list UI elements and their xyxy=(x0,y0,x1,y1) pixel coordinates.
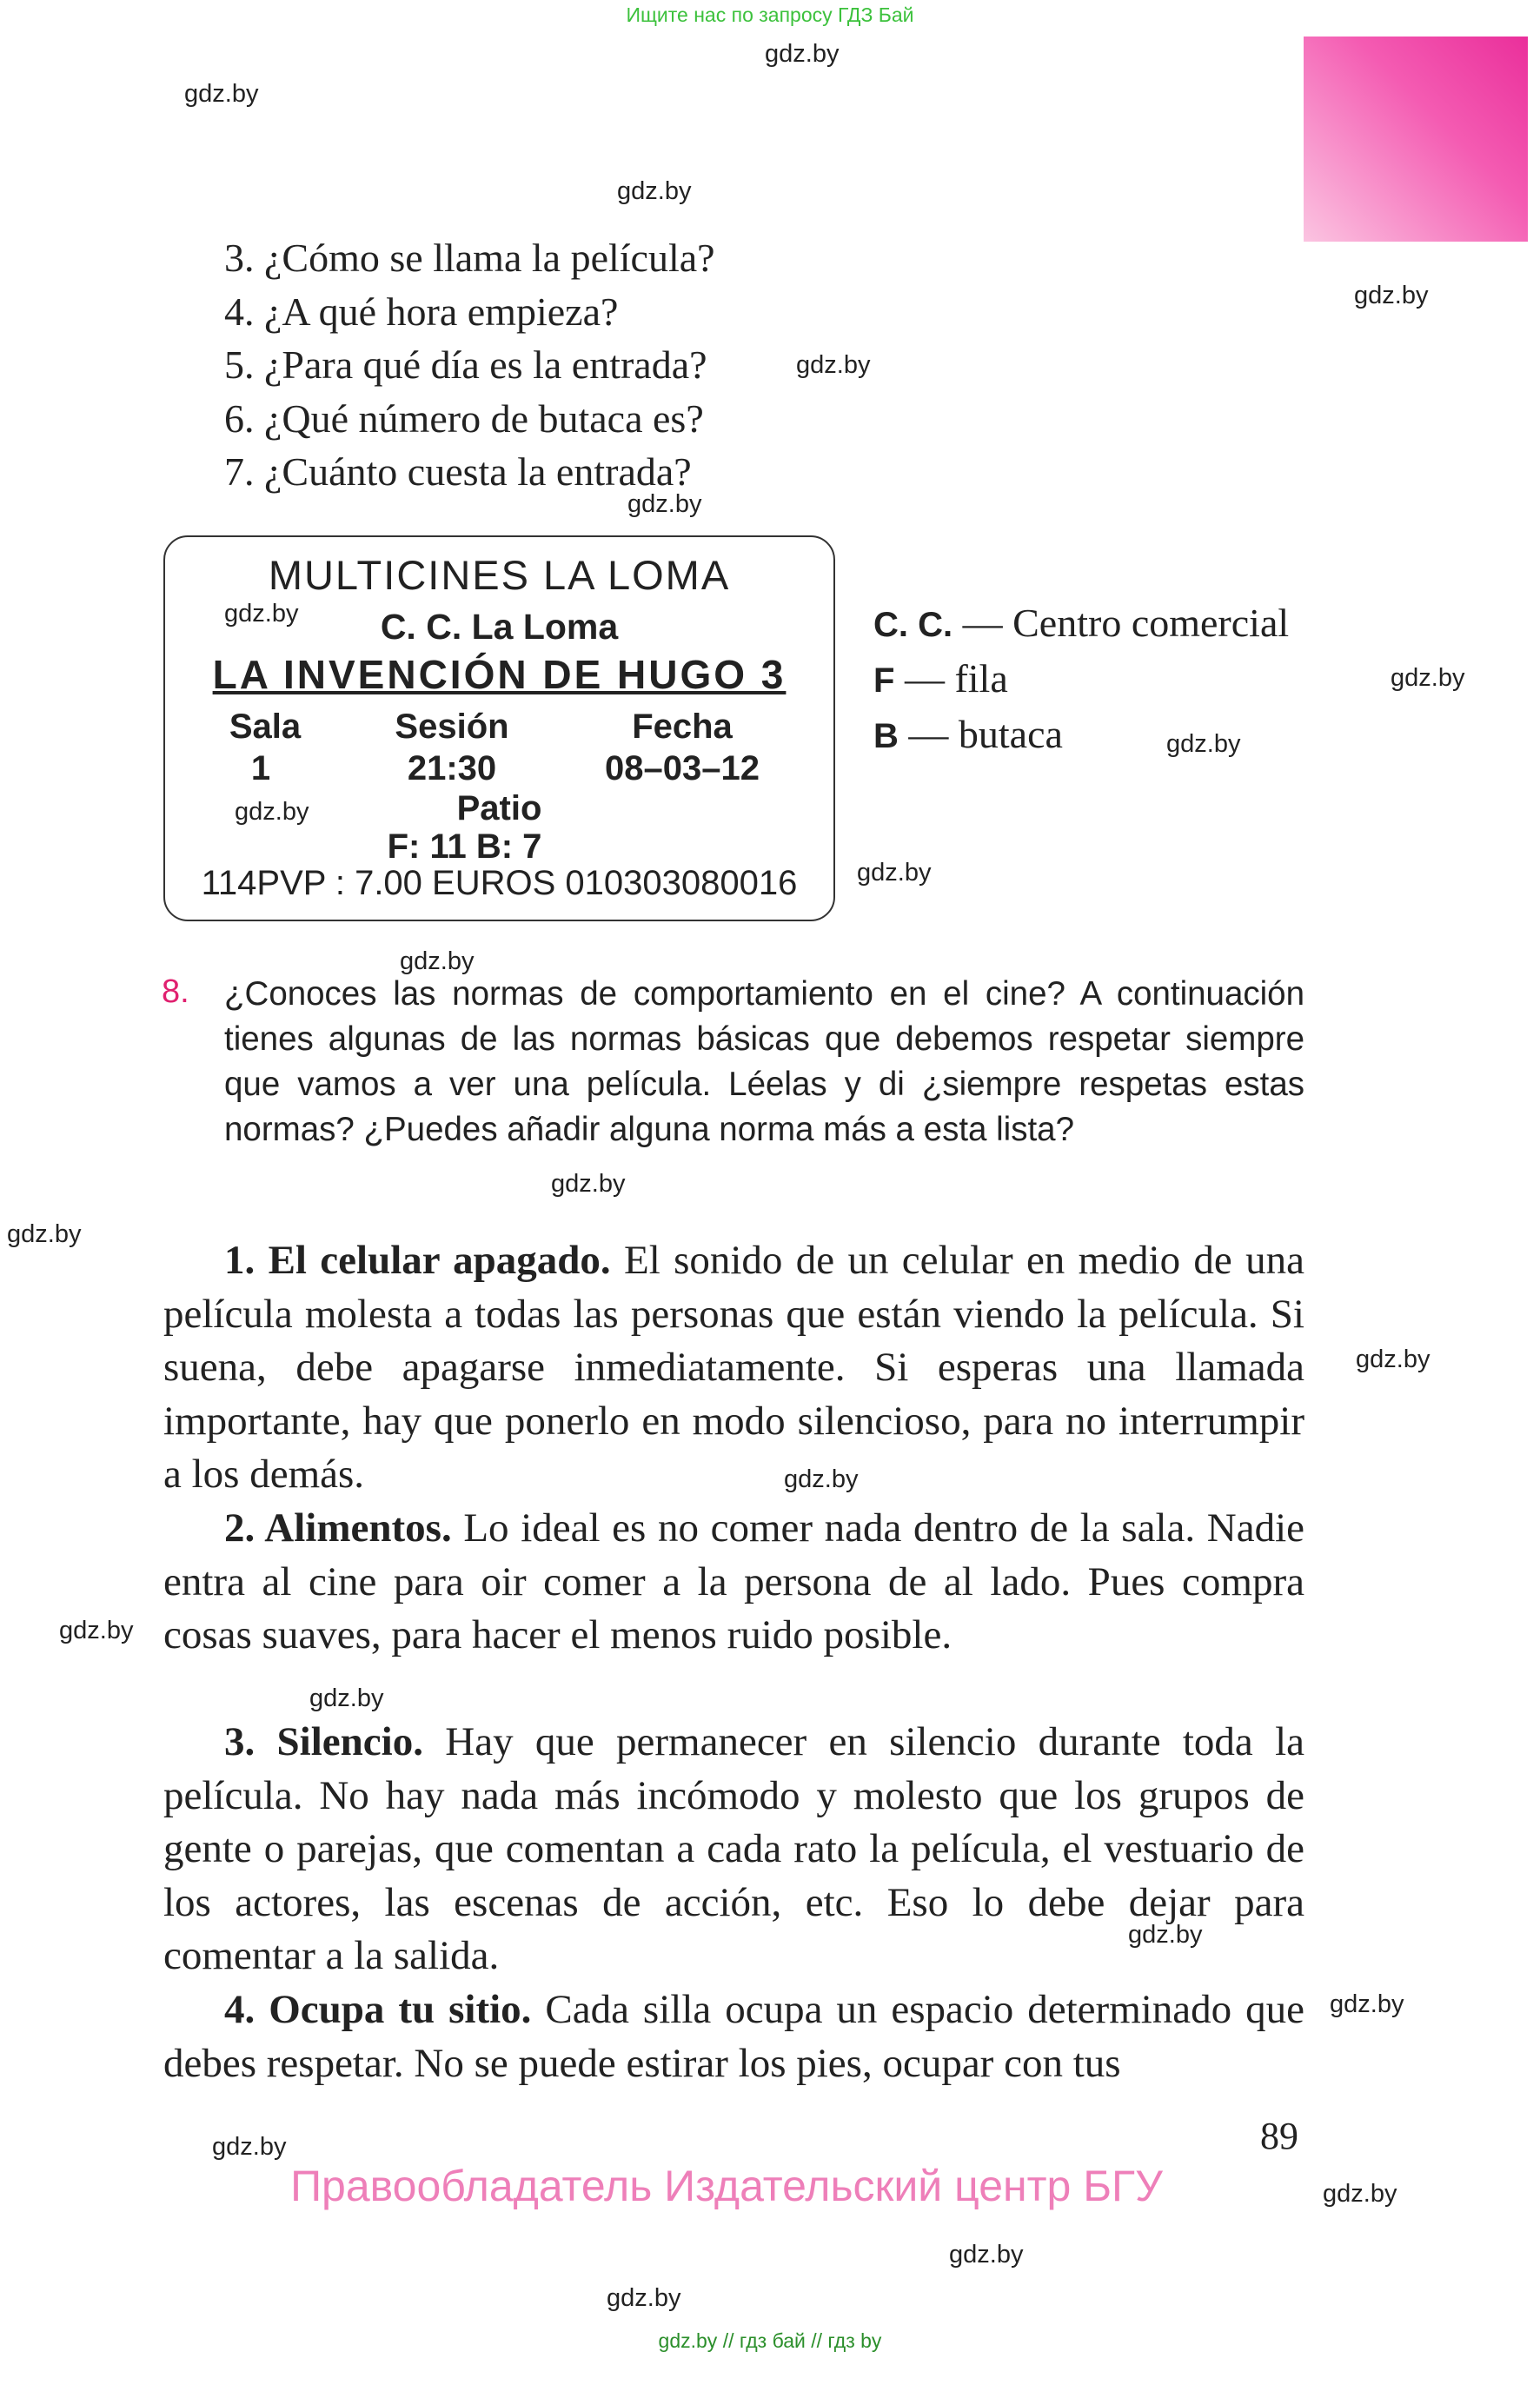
question-list xyxy=(224,231,715,499)
watermark: gdz.by xyxy=(1128,1921,1203,1949)
watermark: gdz.by xyxy=(235,798,309,826)
cinema-ticket xyxy=(163,535,835,921)
rule-paragraph xyxy=(163,1716,1304,1983)
watermark: gdz.by xyxy=(1356,1345,1430,1373)
watermark: gdz.by xyxy=(1166,730,1241,758)
rule-title: 1. El celular apagado. xyxy=(224,1238,611,1283)
ticket-mall-name: C. C. La Loma xyxy=(380,607,619,647)
rule-body: Cada silla ocupa un espacio determinado que debes respetar. No se puede estirar los pies, ocupar con tus xyxy=(163,1987,1304,2086)
watermark: gdz.by xyxy=(1323,2180,1397,2208)
watermark: gdz.by xyxy=(400,947,475,975)
question-item: 3. ¿Cómo se llama la película? xyxy=(224,236,715,280)
watermark: gdz.by xyxy=(551,1170,626,1198)
copyright-notice: Правообладатель Издательский центр БГУ xyxy=(290,2162,1163,2210)
watermark: gdz.by xyxy=(1354,282,1429,309)
rule-body: Hay que permanecer en silencio durante toda la película. No hay nada más incómodo y molesto que los grupos de gente o parejas, que comentan a cada rato la película, el vestuario de los actores, las escenas de acción, etc. Eso lo debe dejar para comentar a la salida. xyxy=(163,1719,1304,1978)
search-hint-link[interactable]: Ищите нас по запросу ГДЗ Бай xyxy=(626,3,914,26)
ticket-zone: Patio xyxy=(456,789,542,827)
legend-text: — Centro comercial xyxy=(953,601,1290,645)
corner-decoration xyxy=(1304,37,1528,242)
legend-row xyxy=(873,652,1289,708)
watermark: gdz.by xyxy=(617,177,692,205)
footer-links[interactable]: gdz.by // гдз бай // гдз by xyxy=(658,2329,882,2352)
page-number: 89 xyxy=(1260,2115,1298,2157)
legend-key: B xyxy=(873,717,899,755)
exercise-number: 8. xyxy=(162,973,189,1010)
exercise-text: ¿Conoces las normas de comportamiento en el cine? A continuación tienes algunas de las normas básicas que debemos respetar siempre que vamos a ver una película. Léelas y di ¿siempre respetas estas normas? ¿Puedes añadir alguna norma más a esta lista? xyxy=(224,975,1304,1148)
legend-row xyxy=(873,596,1289,652)
rule-title: 2. Alimentos. xyxy=(224,1505,452,1551)
rule-paragraph xyxy=(163,1234,1304,1502)
rule-body: El sonido de un celular en medio de una película molesta a todas las personas que están viendo la película. Si suena, debe apagarse inmediatamente. Si esperas una llamada importante, hay que ponerlo en modo silencioso, para no interrumpir a los demás. xyxy=(163,1238,1304,1497)
ticket-film-title: LA INVENCIÓN DE HUGO 3 xyxy=(212,652,787,697)
watermark: gdz.by xyxy=(765,40,840,68)
legend-key: F xyxy=(873,661,895,700)
watermark: gdz.by xyxy=(784,1465,859,1493)
rule-title: 4. Ocupa tu sitio. xyxy=(224,1987,532,2032)
ticket-cinema-name: MULTICINES LA LOMA xyxy=(268,552,731,598)
legend-text: — fila xyxy=(894,656,1008,701)
ticket-sesion-value: 21:30 xyxy=(407,749,497,787)
watermark: gdz.by xyxy=(224,600,299,628)
question-item: 4. ¿A qué hora empieza? xyxy=(224,289,619,334)
legend-text: — butaca xyxy=(898,712,1063,756)
ticket-sala-value: 1 xyxy=(250,749,271,787)
ticket-fecha-value: 08–03–12 xyxy=(605,749,760,787)
watermark: gdz.by xyxy=(212,2133,287,2161)
watermark: gdz.by xyxy=(1330,1990,1404,2018)
legend-row xyxy=(873,708,1289,763)
watermark: gdz.by xyxy=(59,1617,134,1644)
rule-paragraph xyxy=(163,1983,1304,2090)
question-item: 7. ¿Cuánto cuesta la entrada? xyxy=(224,449,692,494)
watermark: gdz.by xyxy=(607,2284,681,2312)
watermark: gdz.by xyxy=(184,80,259,108)
watermark: gdz.by xyxy=(949,2241,1024,2269)
watermark: gdz.by xyxy=(1391,664,1465,692)
legend-key: C. C. xyxy=(873,606,953,644)
watermark: gdz.by xyxy=(627,490,702,518)
ticket-legend xyxy=(873,596,1289,763)
ticket-price: 114PVP : 7.00 EUROS 010303080016 xyxy=(201,864,798,902)
question-item: 5. ¿Para qué día es la entrada? xyxy=(224,342,707,387)
watermark: gdz.by xyxy=(309,1684,384,1712)
watermark: gdz.by xyxy=(7,1220,82,1248)
question-item: 6. ¿Qué número de butaca es? xyxy=(224,395,704,441)
ticket-sala-label: Sala xyxy=(229,708,302,746)
watermark: gdz.by xyxy=(796,351,871,379)
rule-body: Lo ideal es no comer nada dentro de la sala. Nadie entra al cine para oir comer a la persona de al lado. Pues compra cosas suaves, para hacer el menos ruido posible. xyxy=(163,1505,1304,1658)
ticket-sesion-label: Sesión xyxy=(395,708,509,746)
rule-paragraph xyxy=(163,1502,1304,1663)
ticket-row-seat: F: 11 B: 7 xyxy=(387,827,542,866)
ticket-fecha-label: Fecha xyxy=(632,708,733,746)
watermark: gdz.by xyxy=(857,859,932,887)
rule-title: 3. Silencio. xyxy=(224,1719,423,1764)
